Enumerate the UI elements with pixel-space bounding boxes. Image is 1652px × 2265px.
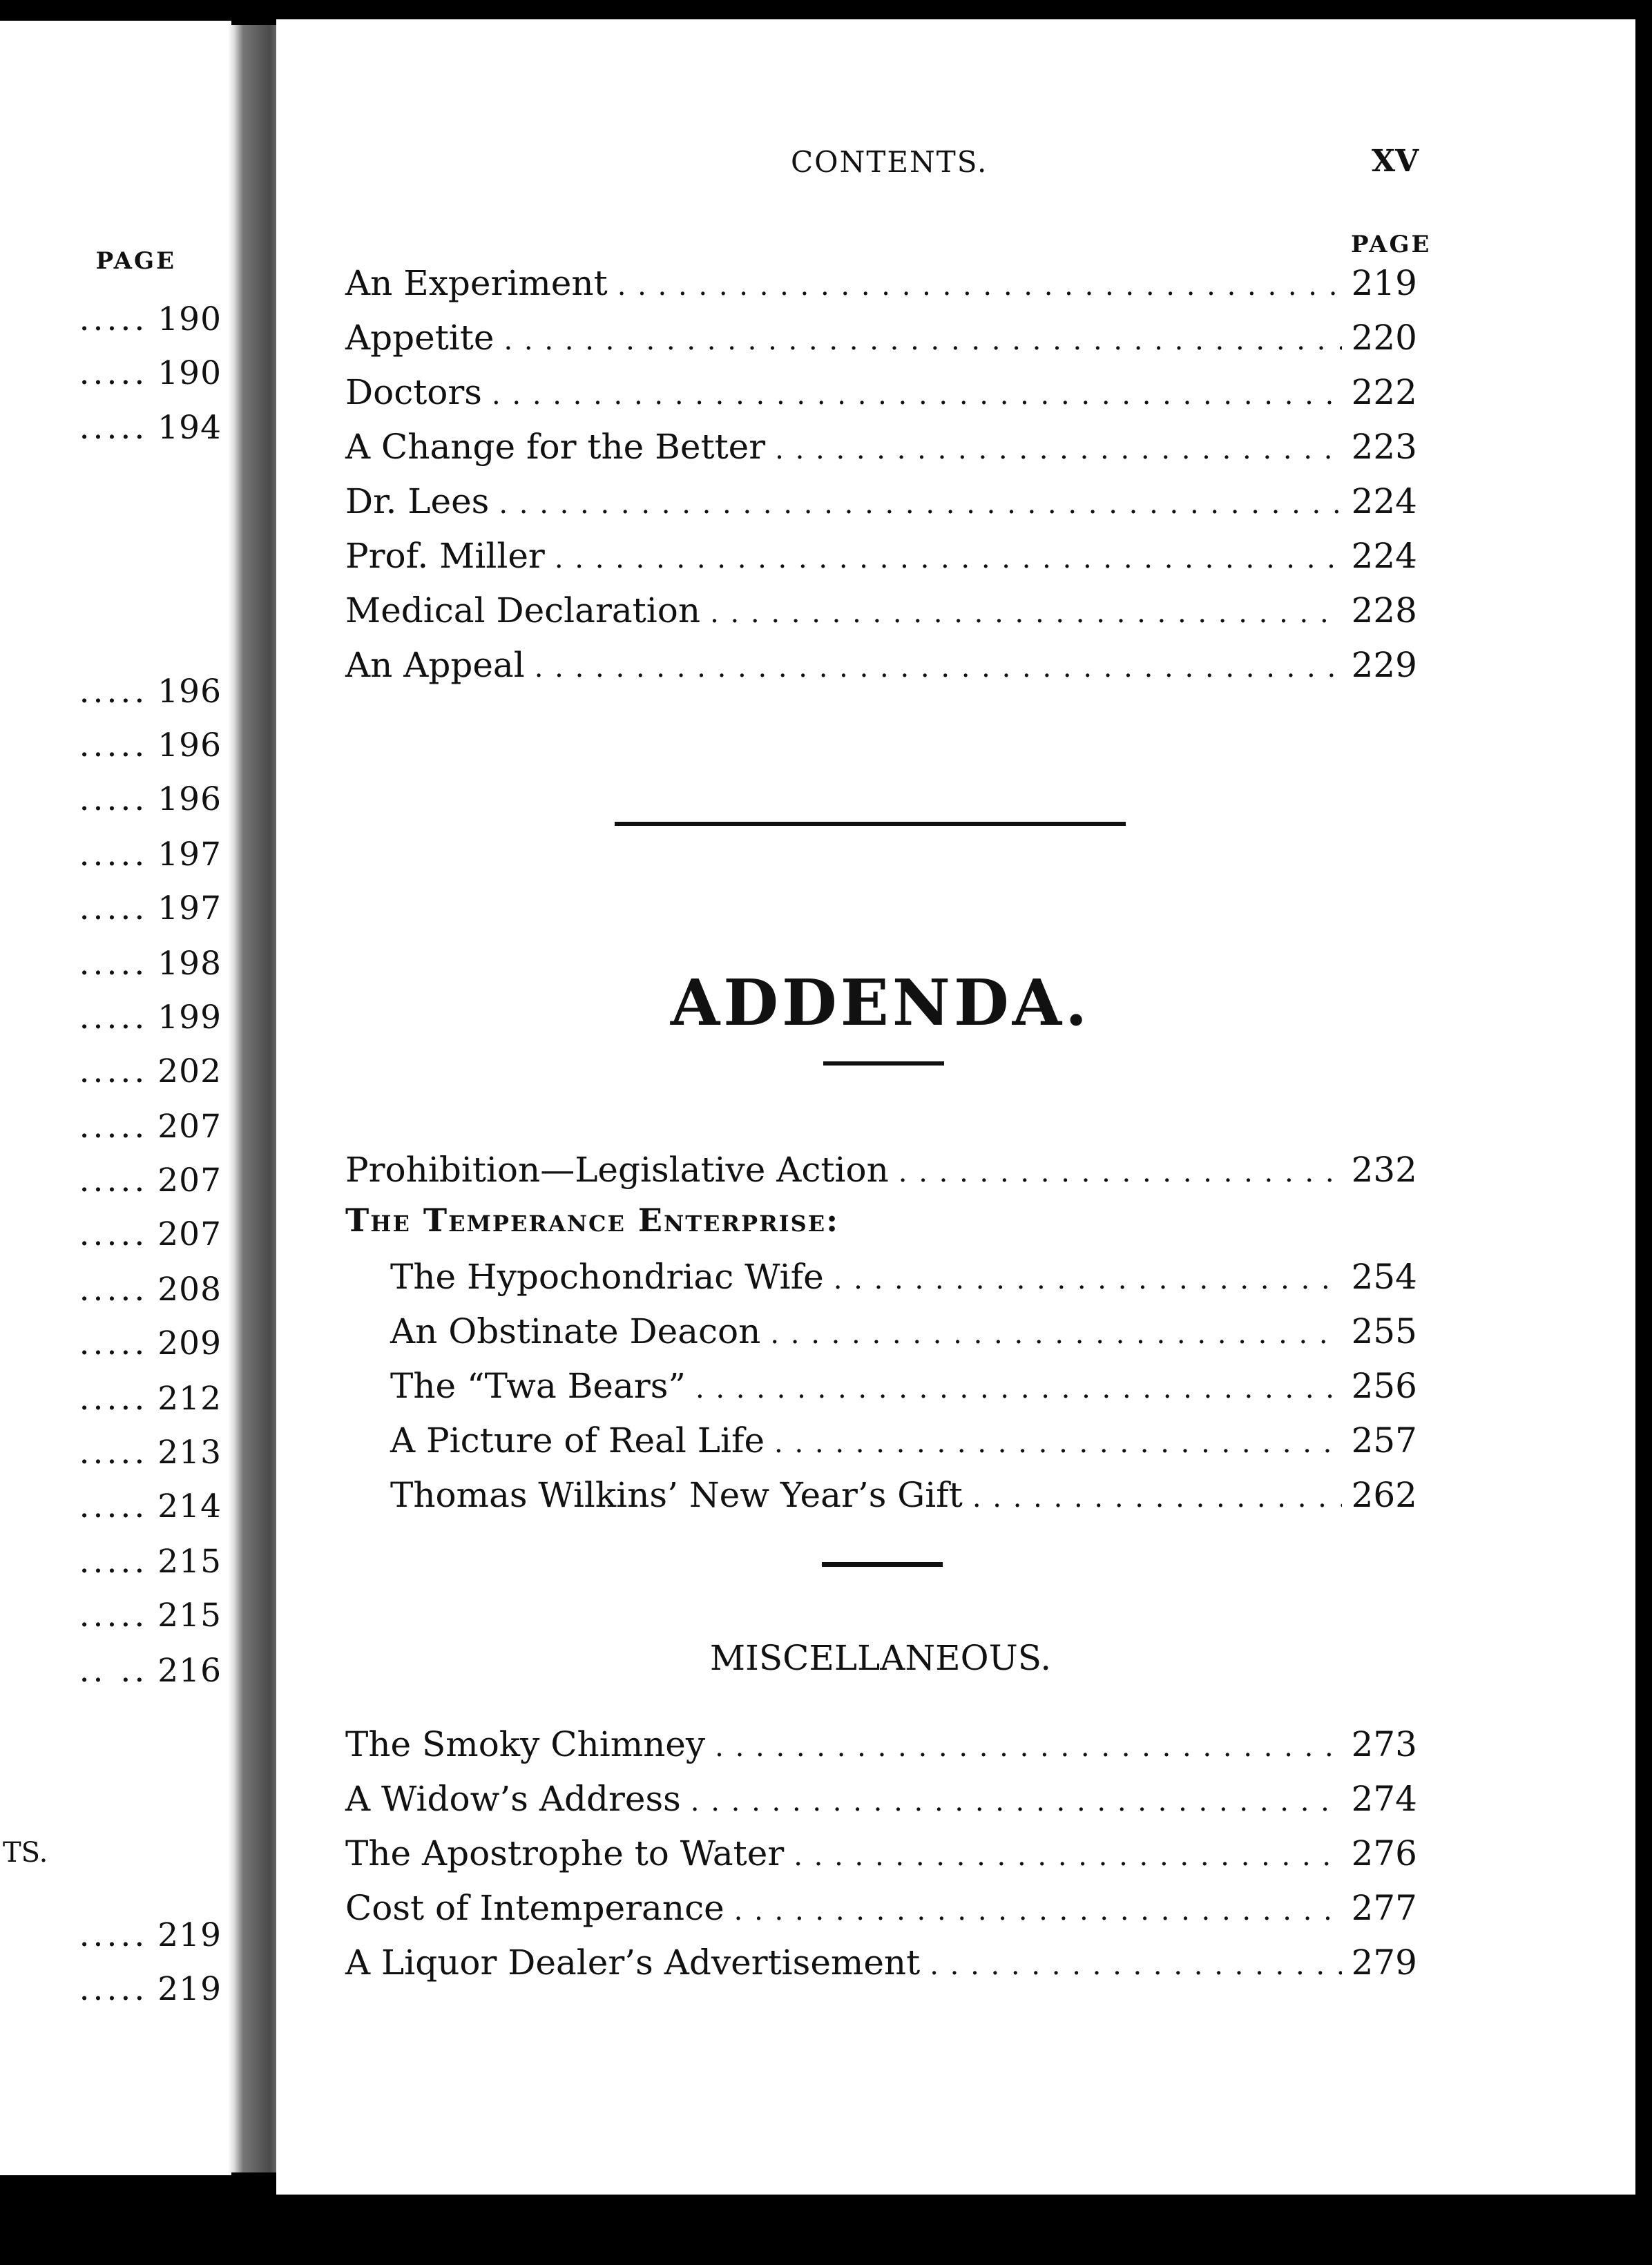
toc-entry-page: 277 [1351, 1888, 1417, 1928]
toc-entry [390, 1475, 1417, 1523]
dot-leader [834, 1264, 1342, 1295]
dot-leader [899, 1157, 1342, 1188]
left-page-number: ..... 219 [79, 1916, 222, 1954]
left-page-number: ..... 196 [79, 673, 222, 711]
toc-entry-page: 255 [1351, 1311, 1417, 1351]
toc-entry-title: A Change for the Better [345, 427, 766, 467]
dot-leader [499, 488, 1341, 520]
miscellaneous-heading: MISCELLANEOUS. [709, 1638, 1052, 1678]
dot-leader [492, 379, 1342, 411]
left-page-number: ..... 196 [79, 780, 222, 818]
toc-entry [390, 1257, 1417, 1305]
toc-entry-page: 219 [1351, 263, 1417, 303]
dot-leader [503, 325, 1341, 356]
toc-entry [345, 427, 1417, 475]
left-page-fragment: TS. [3, 1837, 48, 1869]
dot-leader [617, 270, 1342, 302]
subsection-heading: The Temperance Enterprise: [345, 1202, 840, 1239]
dot-leader [535, 652, 1342, 684]
left-page-number: ..... 197 [79, 889, 222, 927]
toc-entry-title: The “Twa Bears” [390, 1366, 686, 1406]
left-page-number: ..... 215 [79, 1597, 222, 1635]
toc-entry-page: 222 [1351, 372, 1417, 412]
toc-entry [345, 263, 1417, 311]
left-page-number: ..... 190 [79, 300, 222, 338]
page-folio: XV [1372, 144, 1419, 179]
toc-entry [345, 590, 1417, 639]
toc-entry-title: Dr. Lees [345, 481, 490, 521]
toc-entry [345, 1150, 1417, 1198]
dot-leader [734, 1895, 1342, 1927]
toc-entry-title: The Hypochondriac Wife [390, 1257, 824, 1297]
toc-entry-title: A Picture of Real Life [390, 1420, 765, 1461]
dot-leader [691, 1786, 1342, 1818]
left-page-number: ..... 214 [79, 1487, 222, 1525]
toc-entry [345, 536, 1417, 584]
section-divider [615, 822, 1126, 826]
toc-entry-page: 254 [1351, 1257, 1417, 1297]
left-page-number: ..... 199 [79, 999, 222, 1037]
left-page-number: ..... 207 [79, 1162, 222, 1199]
dot-leader [775, 434, 1341, 465]
left-page-number: .. .. 216 [79, 1652, 222, 1690]
toc-entry-title: The Smoky Chimney [345, 1724, 706, 1764]
toc-entry-page: 229 [1351, 645, 1417, 685]
toc-entry [345, 481, 1417, 530]
left-page-number: ..... 208 [79, 1271, 222, 1309]
left-page-number: ..... 198 [79, 945, 222, 983]
toc-entry-title: An Experiment [345, 263, 608, 303]
left-page-number: ..... 190 [79, 354, 222, 392]
heading-rule [823, 1061, 944, 1066]
toc-entry-page: 224 [1351, 536, 1417, 576]
left-page-number: ..... 207 [79, 1108, 222, 1146]
dot-leader [794, 1840, 1341, 1872]
page-column-label: PAGE [1351, 231, 1432, 258]
dot-leader [774, 1427, 1342, 1459]
left-page-number: ..... 194 [79, 409, 222, 447]
toc-entry-title: A Widow’s Address [345, 1779, 681, 1819]
toc-entry-title: Prof. Miller [345, 536, 545, 576]
toc-entry [345, 645, 1417, 693]
left-page-number: ..... 202 [79, 1052, 222, 1090]
toc-entry-title: A Liquor Dealer’s Advertisement [345, 1943, 921, 1983]
toc-entry-page: 228 [1351, 590, 1417, 630]
dot-leader [555, 543, 1342, 575]
toc-entry [345, 1724, 1417, 1773]
left-page-number: ..... 212 [79, 1380, 222, 1418]
dot-leader [972, 1482, 1342, 1514]
right-page [276, 19, 1635, 2195]
toc-entry [345, 1943, 1417, 1991]
toc-entry-title: Appetite [345, 318, 494, 358]
left-page-number: ..... 219 [79, 1970, 222, 2008]
toc-entry-title: Medical Declaration [345, 590, 701, 630]
toc-entry-page: 273 [1351, 1724, 1417, 1764]
left-page-label: PAGE [95, 247, 176, 275]
left-page-number: ..... 209 [79, 1324, 222, 1362]
left-page [0, 21, 231, 2175]
left-page-number: ..... 207 [79, 1215, 222, 1253]
toc-entry-page: 224 [1351, 481, 1417, 521]
toc-entry-title: The Apostrophe to Water [345, 1833, 785, 1873]
toc-entry-title: An Obstinate Deacon [390, 1311, 761, 1351]
toc-entry-page: 257 [1351, 1420, 1417, 1461]
toc-entry-page: 276 [1351, 1833, 1417, 1873]
toc-entry-title: An Appeal [345, 645, 525, 685]
toc-entry [390, 1311, 1417, 1360]
dot-leader [930, 1949, 1341, 1981]
toc-entry [345, 1888, 1417, 1936]
toc-entry [390, 1366, 1417, 1414]
toc-entry-page: 274 [1351, 1779, 1417, 1819]
toc-entry [345, 318, 1417, 366]
dot-leader [710, 597, 1342, 629]
left-page-number: ..... 215 [79, 1543, 222, 1581]
left-page-number: ..... 213 [79, 1434, 222, 1472]
addenda-heading: ADDENDA. [670, 965, 1091, 1040]
toc-entry-title: Prohibition—Legislative Action [345, 1150, 889, 1190]
toc-entry [345, 372, 1417, 421]
running-head: CONTENTS. [791, 145, 988, 179]
toc-entry-title: Doctors [345, 372, 482, 412]
dot-leader [715, 1731, 1341, 1763]
toc-entry [345, 1779, 1417, 1827]
left-page-number: ..... 196 [79, 726, 222, 764]
toc-entry-page: 279 [1351, 1943, 1417, 1983]
toc-entry-title: Cost of Intemperance [345, 1888, 724, 1928]
section-divider [822, 1562, 943, 1567]
toc-entry-page: 232 [1351, 1150, 1417, 1190]
dot-leader [695, 1373, 1342, 1405]
toc-entry-page: 262 [1351, 1475, 1417, 1515]
dot-leader [770, 1318, 1341, 1350]
toc-entry [390, 1420, 1417, 1469]
toc-entry-page: 220 [1351, 318, 1417, 358]
toc-entry [345, 1833, 1417, 1882]
toc-entry-page: 223 [1351, 427, 1417, 467]
toc-entry-page: 256 [1351, 1366, 1417, 1406]
toc-entry-title: Thomas Wilkins’ New Year’s Gift [390, 1475, 963, 1515]
left-page-number: ..... 197 [79, 836, 222, 874]
